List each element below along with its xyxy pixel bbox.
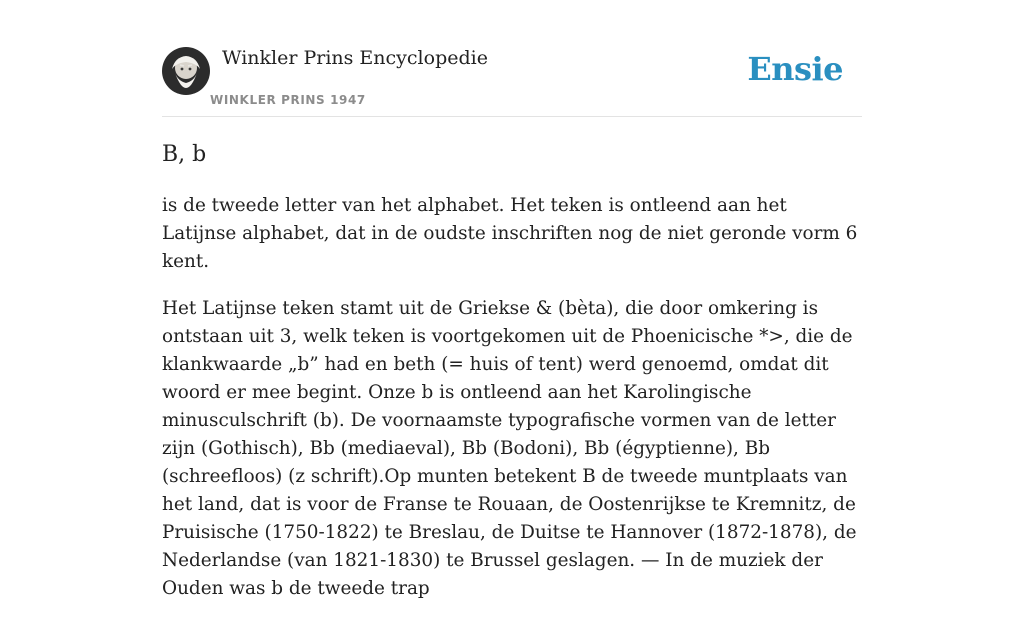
- entry-paragraph: Het Latijnse teken stamt uit de Griekse & (bèta), die door omkering is ontstaan uit 3, welk teken is voortgekomen uit de Phoenicische *>, die de klankwaarde „b” had en beth (= huis of tent) werd genoemd, omdat dit woord er mee begint. Onze b is ontleend aan het Karolingische minusculschrift (b). De voornaamste typografische vormen van de letter zijn (Gothisch), Bb (mediaeval), Bb (Bodoni), Bb (égyptienne), Bb (schreefloos) (z schrift).Op munten betekent B de tweede muntplaats van het land, dat is voor de Franse te Rouaan, de Oostenrijkse te Kremnitz, de Pruisische (1750-1822) te Breslau, de Duitse te Hannover (1872-1878), de Nederlandse (van 1821-1830) te Brussel geslagen. — In de muziek der Ouden was b de tweede trap: [162, 298, 857, 599]
- entry-paragraph: is de tweede letter van het alphabet. Het teken is ontleend aan het Latijnse alphabet, dat in de oudste inschriften nog de niet geronde vorm 6 kent.: [162, 195, 858, 272]
- collection-label[interactable]: WINKLER PRINS 1947: [210, 93, 366, 107]
- entry-body: [162, 192, 866, 622]
- book-title[interactable]: Winkler Prins Encyclopedie: [222, 47, 488, 69]
- ensie-logo[interactable]: Ensie: [747, 50, 843, 88]
- portrait-avatar-icon[interactable]: [162, 47, 210, 95]
- header: [162, 0, 862, 117]
- entry-title: B, b: [162, 142, 207, 167]
